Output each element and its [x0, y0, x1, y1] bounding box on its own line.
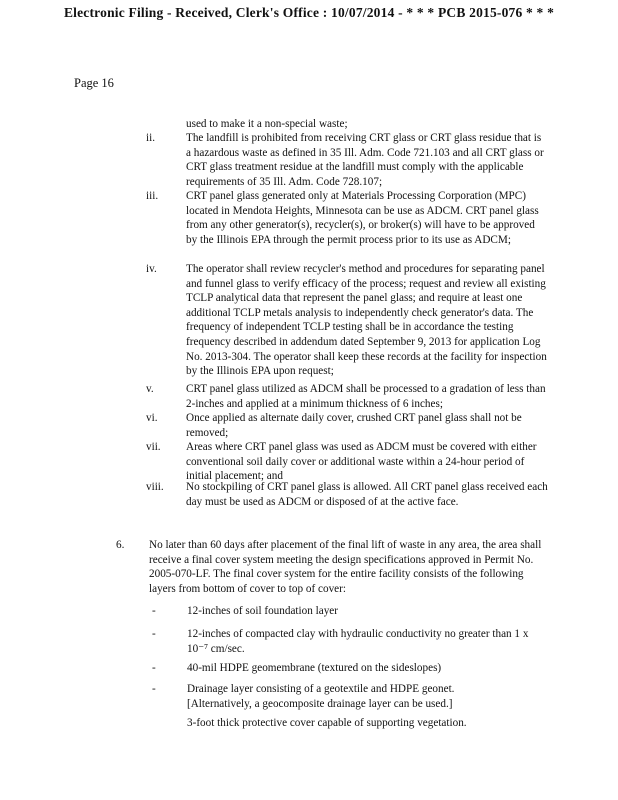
list-numeral: iii. [146, 190, 159, 202]
list-item-text: Once applied as alternate daily cover, crushed CRT panel glass shall not be removed; [186, 412, 522, 439]
filing-header: Electronic Filing - Received, Clerk's Office : 10/07/2014 - * * * PCB 2015-076 * * * [63, 5, 555, 20]
page-number: Page 16 [74, 76, 114, 90]
list-item-text: CRT panel glass generated only at Materials Processing Corporation (MPC) located in Mendota Heights, Minnesota can be use as ADCM. CRT panel glass from any other generator(s), recycler(s), or broker(s) will have to be approved by the Illinois EPA through the permit process prior to its use as ADCM; [186, 190, 539, 246]
list-numeral: ii. [146, 132, 156, 144]
continuation-text: used to make it a non-special waste; [186, 118, 348, 130]
paragraph-number: 6. [116, 539, 125, 551]
list-numeral: vii. [146, 441, 161, 453]
paragraph-text: No later than 60 days after placement of the final lift of waste in any area, the area shall receive a final cover system meeting the design specifications approved in Permit No. 2005-070-LF. The final cover system for the entire facility consists of the following layers from bottom of cover to top of cover: [149, 539, 542, 595]
list-numeral: vi. [146, 412, 158, 424]
list-item-text: No stockpiling of CRT panel glass is allowed. All CRT panel glass received each day must be used as ADCM or disposed of at the active face. [186, 481, 548, 508]
list-item-text: The operator shall review recycler's method and procedures for separating panel and funnel glass to verify efficacy of the process; request and review all existing TCLP analytical data that represent the panel glass; and require at least one additional TCLP metals analysis to independently check generator's data. The frequency of independent TCLP testing shall be in accordance the testing frequency described in addendum dated September 9, 2013 for application Log No. 2013-304. The operator shall keep these records at the facility for inspection by the Illinois EPA upon request; [186, 263, 547, 378]
bullet-dash: - [152, 683, 156, 695]
cover-layer-note: [Alternatively, a geocomposite drainage layer can be used.] [187, 697, 453, 710]
list-numeral: viii. [146, 481, 164, 493]
cover-layer-text [187, 682, 557, 711]
cover-layer-main: Drainage layer consisting of a geotextile and HDPE geonet. [187, 683, 455, 695]
bullet-dash: - [152, 605, 156, 617]
list-numeral: v. [146, 383, 154, 395]
list-item-text: The landfill is prohibited from receiving CRT glass or CRT glass residue that is a hazardous waste as defined in 35 Ill. Adm. Code 721.103 and all CRT glass or CRT glass treatment residue at the landfill must comply with the applicable requirements of 35 Ill. Adm. Code 728.107; [186, 132, 544, 188]
list-numeral: iv. [146, 263, 157, 275]
cover-layer-text: 12-inches of soil foundation layer [187, 605, 338, 617]
bullet-dash: - [152, 628, 156, 640]
list-item-text: CRT panel glass utilized as ADCM shall be processed to a gradation of less than 2-inches and applied at a minimum thickness of 6 inches; [186, 383, 546, 410]
cover-layer-text: 12-inches of compacted clay with hydraulic conductivity no greater than 1 x 10⁻⁷ cm/sec. [187, 628, 529, 655]
list-item-text: Areas where CRT panel glass was used as ADCM must be covered with either conventional soil daily cover or additional waste within a 24-hour period of initial placement; and [186, 441, 537, 483]
cover-layer-text: 3-foot thick protective cover capable of supporting vegetation. [187, 717, 467, 729]
bullet-dash: - [152, 662, 156, 674]
cover-layer-text: 40-mil HDPE geomembrane (textured on the sideslopes) [187, 662, 442, 674]
